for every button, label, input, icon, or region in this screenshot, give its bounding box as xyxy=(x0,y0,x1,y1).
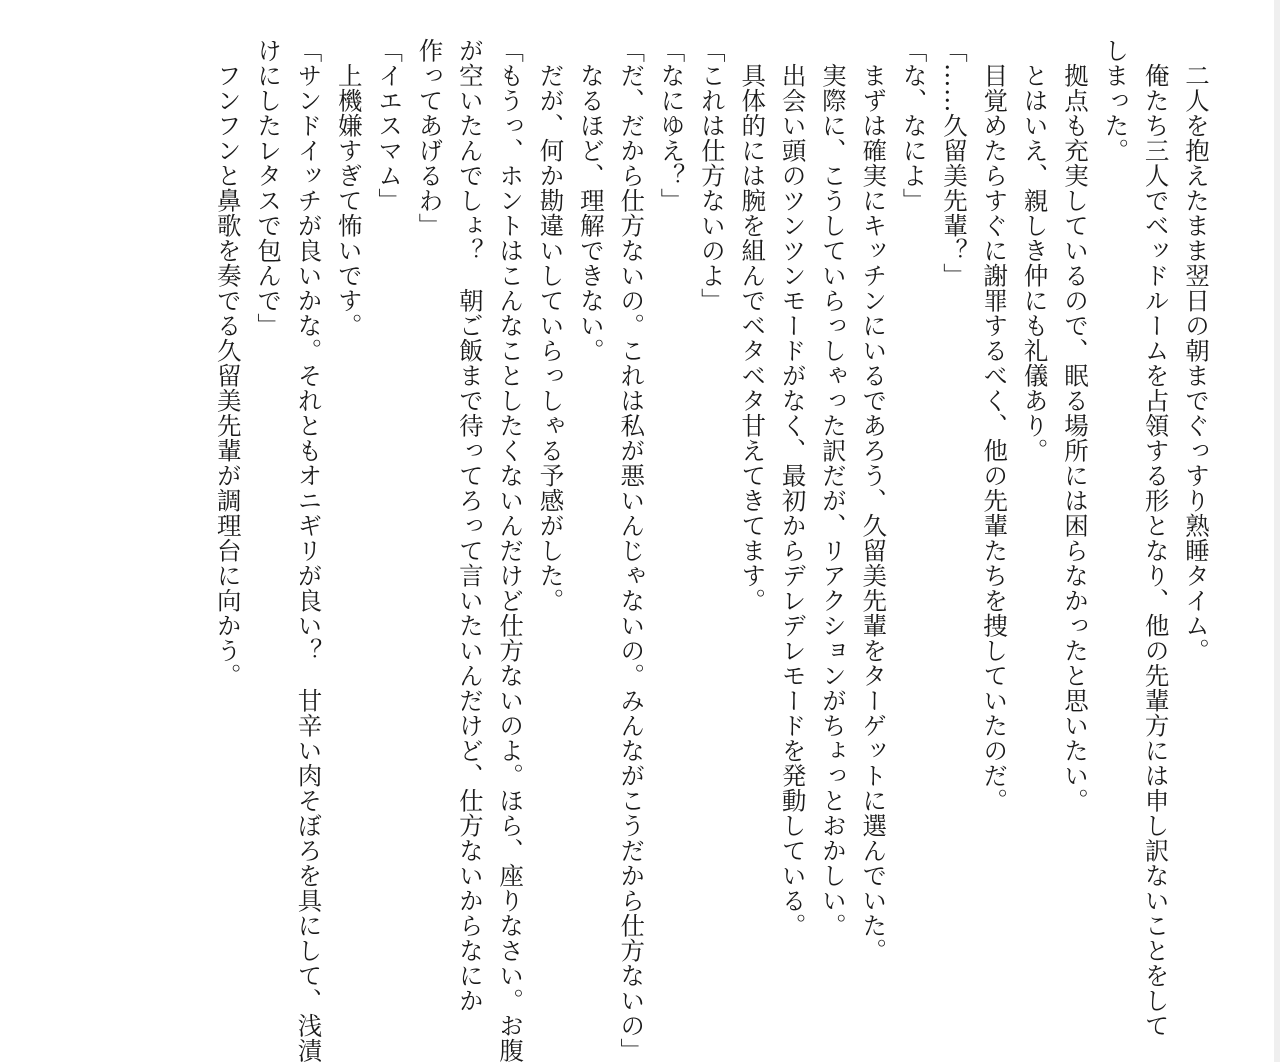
text-line: なるほど、理解できない。 xyxy=(576,38,606,363)
text-line: 実際に、こうしていらっしゃった訳だが、リアクションがちょっとおかしい。 xyxy=(818,38,848,938)
dialogue-line: 「これは仕方ないのよ」 xyxy=(697,38,727,313)
dialogue-line: 「な、なによ」 xyxy=(899,38,929,213)
text-line: 出会い頭のツンツンモードがなく、最初からデレデレモードを発動している。 xyxy=(778,38,808,938)
dialogue-line: 「……久留美先輩？」 xyxy=(939,38,969,288)
dialogue-line: 作ってあげるわ」 xyxy=(415,38,445,238)
text-line: 俺たち三人でベッドルームを占領する形となり、他の先輩方には申し訳ないことをして xyxy=(1141,38,1171,1038)
text-line: とはいえ、親しき仲にも礼儀あり。 xyxy=(1020,38,1050,463)
text-line: 上機嫌すぎて怖いです。 xyxy=(334,38,364,338)
text-line: だが、何か勘違いしていらっしゃる予感がした。 xyxy=(536,38,566,613)
dialogue-line: けにしたレタスで包んで」 xyxy=(254,38,284,338)
text-line: しまった。 xyxy=(1101,38,1131,163)
text-line: フンフンと鼻歌を奏でる久留美先輩が調理台に向かう。 xyxy=(213,38,243,688)
text-line: 具体的には腕を組んでベタベタ甘えてきてます。 xyxy=(738,38,768,613)
text-line: 二人を抱えたまま翌日の朝までぐっすり熟睡タイム。 xyxy=(1182,38,1211,663)
dialogue-line: が空いたんでしょ？ 朝ご飯まで待ってろって言いたいんだけど、仕方ないからなにか xyxy=(455,38,485,1013)
dialogue-line: 「なにゆえ？」 xyxy=(657,38,687,213)
dialogue-line: 「サンドイッチが良いかな。それともオニギリが良い？ 甘辛い肉そぼろを具にして、浅漬 xyxy=(294,38,324,1063)
text-line: 拠点も充実しているので、眠る場所には困らなかったと思いたい。 xyxy=(1060,38,1090,813)
dialogue-line: 「もうっ、ホントはこんなことしたくないんだけど仕方ないのよ。ほら、座りなさい。お腹 xyxy=(496,38,526,1063)
text-line: 目覚めたらすぐに謝罪するべく、他の先輩たちを捜していたのだ。 xyxy=(980,38,1010,813)
page-edge xyxy=(1274,0,1280,1062)
dialogue-line: 「イエスマム」 xyxy=(375,38,405,213)
text-line: まずは確実にキッチンにいるであろう、久留美先輩をターゲットに選んでいた。 xyxy=(859,38,889,963)
dialogue-line: 「だ、だから仕方ないの。これは私が悪いんじゃないの。みんながこうだから仕方ないの」 xyxy=(617,38,647,1063)
vertical-text-body xyxy=(207,38,1216,1063)
